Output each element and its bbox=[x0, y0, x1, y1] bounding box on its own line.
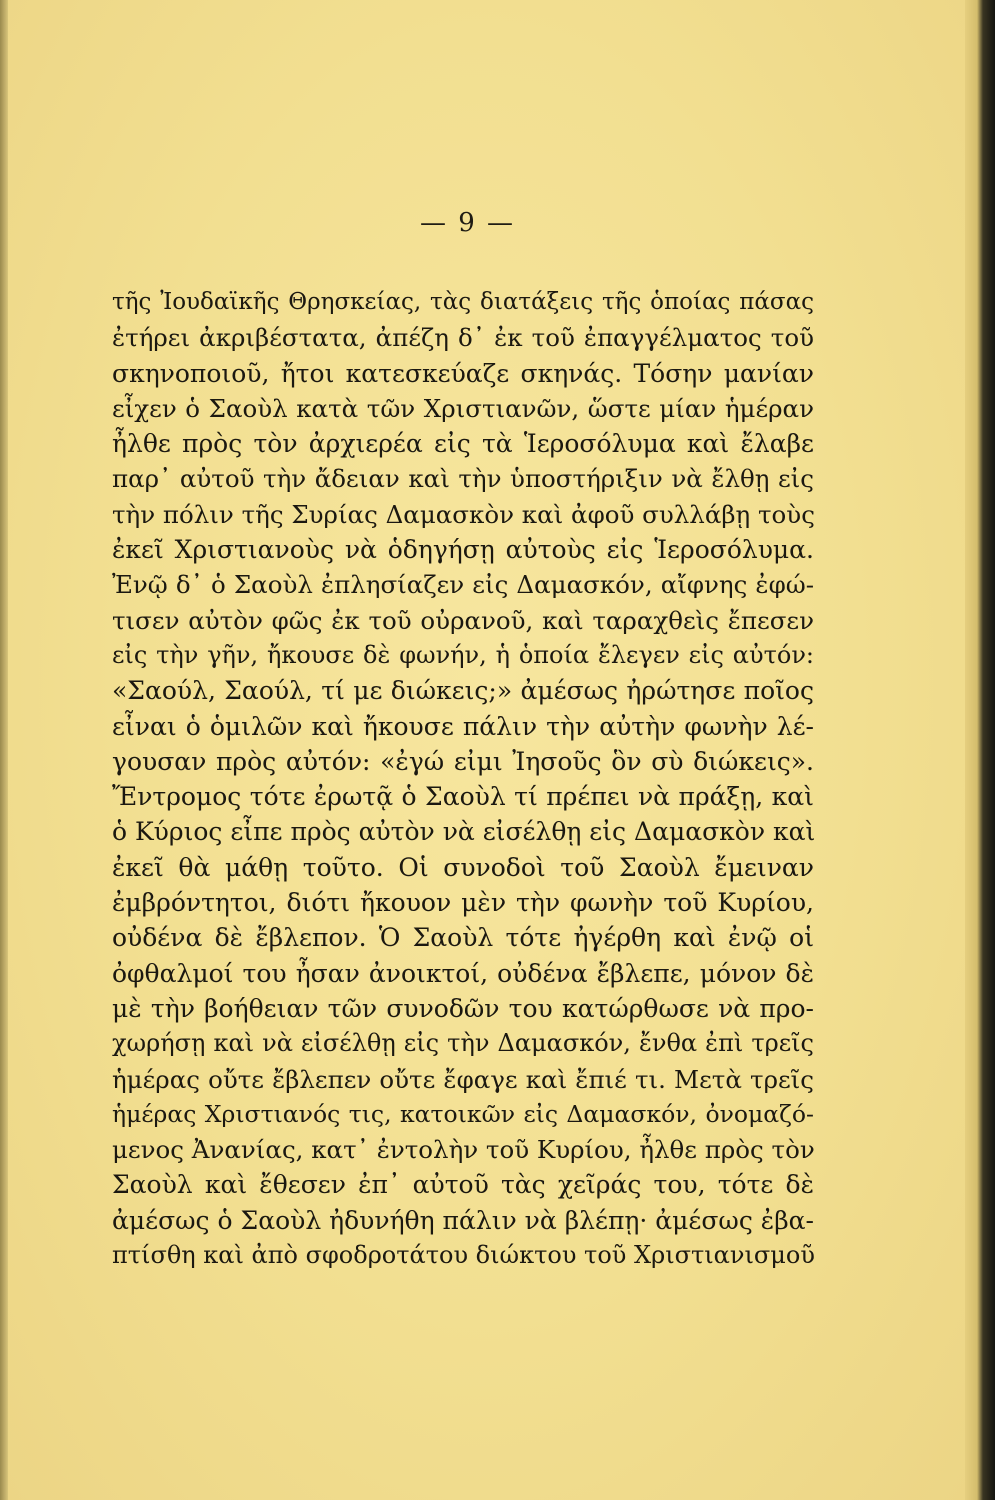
text-line: ἐκεῖ θὰ μάθῃ τοῦτο. Οἱ συνοδοὶ τοῦ Σαοὺλ ἔμειναν bbox=[112, 852, 814, 882]
text-line: ὀφθαλμοί του ἦσαν ἀνοικτοί, οὐδένα ἔβλεπε, μόνον δὲ bbox=[112, 958, 814, 988]
text-line: μὲ τὴν βοήθειαν τῶν συνοδῶν του κατώρθωσε νὰ προ- bbox=[112, 993, 814, 1023]
body-text bbox=[112, 285, 814, 1273]
text-line: σκηνοποιοῦ, ἤτοι κατεσκεύαζε σκηνάς. Τόσην μανίαν bbox=[112, 358, 814, 388]
text-line: ἐμβρόντητοι, διότι ἤκουον μὲν τὴν φωνὴν τοῦ Κυρίου, bbox=[112, 888, 814, 918]
text-line: τισεν αὐτὸν φῶς ἐκ τοῦ οὐρανοῦ, καὶ ταραχθεὶς ἔπεσεν bbox=[112, 605, 814, 635]
text-line: Ἔντρομος τότε ἐρωτᾷ ὁ Σαοὺλ τί πρέπει νὰ πράξῃ, καὶ bbox=[112, 782, 814, 812]
text-line: παρ᾿ αὐτοῦ τὴν ἄδειαν καὶ τὴν ὑποστήριξιν νὰ ἔλθῃ εἰς bbox=[112, 464, 814, 494]
text-line: ἦλθε πρὸς τὸν ἀρχιερέα εἰς τὰ Ἱεροσόλυμα καὶ ἔλαβε bbox=[112, 429, 814, 459]
text-line: χωρήσῃ καὶ νὰ εἰσέλθῃ εἰς τὴν Δαμασκόν, ἔνθα ἐπὶ τρεῖς bbox=[112, 1029, 814, 1058]
text-line: Ἐνῷ δ᾿ ὁ Σαοὺλ ἐπλησίαζεν εἰς Δαμασκόν, αἴφνης ἐφώ- bbox=[112, 570, 814, 600]
text-line: εἶχεν ὁ Σαοὺλ κατὰ τῶν Χριστιανῶν, ὥστε μίαν ἡμέραν bbox=[112, 393, 814, 423]
text-line: ἡμέρας Χριστιανός τις, κατοικῶν εἰς Δαμασκόν, ὀνομαζό- bbox=[112, 1099, 814, 1128]
text-line: ὁ Κύριος εἶπε πρὸς αὐτὸν νὰ εἰσέλθῃ εἰς Δαμασκὸν καὶ bbox=[112, 817, 816, 847]
text-line: ἐτήρει ἀκριβέστατα, ἀπέζη δ᾿ ἐκ τοῦ ἐπαγγέλματος τοῦ bbox=[112, 323, 814, 353]
text-line: εἶναι ὁ ὁμιλῶν καὶ ἤκουσε πάλιν τὴν αὐτὴν φωνὴν λέ- bbox=[112, 711, 814, 741]
page-edge bbox=[965, 0, 995, 1500]
text-line: εἰς τὴν γῆν, ἤκουσε δὲ φωνήν, ἡ ὁποία ἔλεγεν εἰς αὐτόν: bbox=[112, 640, 814, 669]
text-line: Σαοὺλ καὶ ἔθεσεν ἐπ᾿ αὐτοῦ τὰς χεῖράς του, τότε δὲ bbox=[112, 1170, 814, 1200]
text-line: τὴν πόλιν τῆς Συρίας Δαμασκὸν καὶ ἀφοῦ συλλάβῃ τοὺς bbox=[112, 499, 815, 529]
page-number: — 9 — bbox=[419, 208, 516, 238]
text-line: γουσαν πρὸς αὐτόν: «ἐγώ εἰμι Ἰησοῦς ὃν σὺ διώκεις». bbox=[112, 746, 814, 776]
text-line: πτίσθη καὶ ἀπὸ σφοδροτάτου διώκτου τοῦ Χριστιανισμοῦ bbox=[112, 1241, 815, 1270]
text-line: μενος Ἀνανίας, κατ᾿ ἐντολὴν τοῦ Κυρίου, ἦλθε πρὸς τὸν bbox=[112, 1135, 815, 1165]
text-line: οὐδένα δὲ ἔβλεπον. Ὁ Σαοὺλ τότε ἠγέρθη καὶ ἐνῷ οἱ bbox=[112, 923, 814, 953]
text-line: ἀμέσως ὁ Σαοὺλ ἠδυνήθη πάλιν νὰ βλέπῃ· ἀμέσως ἐβα- bbox=[112, 1205, 814, 1235]
text-line: τῆς Ἰουδαϊκῆς Θρησκείας, τὰς διατάξεις τῆς ὁποίας πάσας bbox=[112, 289, 814, 315]
text-line: ἐκεῖ Χριστιανοὺς νὰ ὁδηγήσῃ αὐτοὺς εἰς Ἱεροσόλυμα. bbox=[112, 535, 814, 565]
text-line: «Σαούλ, Σαούλ, τί με διώκεις;» ἀμέσως ἠρώτησε ποῖος bbox=[112, 676, 814, 706]
text-line: ἡμέρας οὔτε ἔβλεπεν οὔτε ἔφαγε καὶ ἔπιέ τι. Μετὰ τρεῖς bbox=[112, 1064, 814, 1094]
